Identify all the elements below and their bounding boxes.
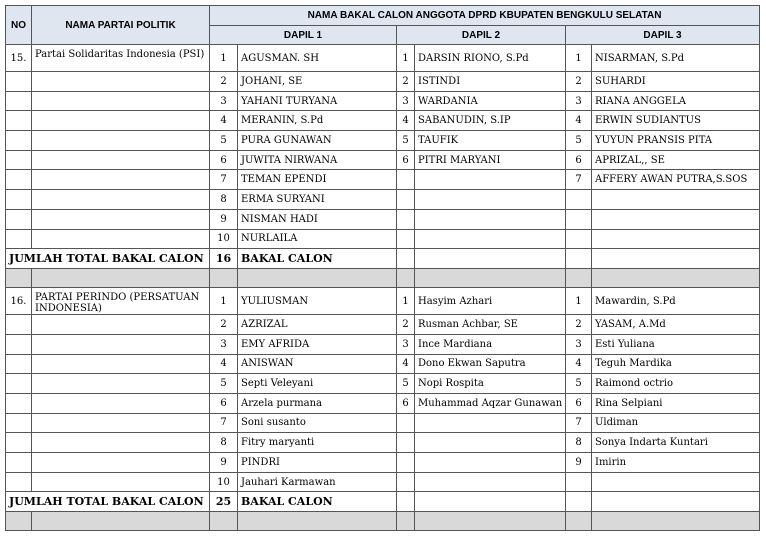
party-number: [6, 354, 32, 374]
dapil-2-number: 2: [397, 72, 415, 92]
table-row: [6, 72, 760, 92]
dapil-3-number: 4: [566, 354, 592, 374]
party-number: [6, 433, 32, 453]
dapil-1-number: 6: [210, 150, 238, 170]
dapil-2-candidate: Rusman Achbar, SE: [415, 315, 566, 335]
table-row: [6, 111, 760, 131]
dapil-2-number: 1: [397, 288, 415, 315]
dapil-1-candidate: YULIUSMAN: [238, 288, 397, 315]
table-row: [6, 393, 760, 413]
total-unit: BAKAL CALON: [238, 249, 397, 269]
dapil-2-number: [397, 472, 415, 492]
dapil-2-candidate: Nopi Rospita: [415, 374, 566, 394]
party-name: [32, 393, 210, 413]
dapil-3-number: 6: [566, 150, 592, 170]
dapil-3-candidate: [592, 229, 760, 249]
dapil-1-number: 4: [210, 354, 238, 374]
separator-cell: [415, 269, 566, 288]
dapil-1-candidate: NURLAILA: [238, 229, 397, 249]
party-number: 16.: [6, 288, 32, 315]
dapil-2-candidate: [415, 413, 566, 433]
dapil-2-candidate: PITRI MARYANI: [415, 150, 566, 170]
dapil-3-candidate: [592, 190, 760, 210]
separator-row: [6, 269, 760, 288]
table-row: [6, 472, 760, 492]
dapil-1-number: 10: [210, 229, 238, 249]
party-name: [32, 111, 210, 131]
separator-cell: [238, 269, 397, 288]
dapil-1-number: 5: [210, 131, 238, 151]
party-number: [6, 72, 32, 92]
dapil-3-candidate: Esti Yuliana: [592, 334, 760, 354]
table-row: [6, 170, 760, 190]
party-number: [6, 170, 32, 190]
dapil-3-number: 2: [566, 315, 592, 335]
dapil-2-number: [397, 413, 415, 433]
dapil-3-candidate: Uldiman: [592, 413, 760, 433]
empty-cell: [566, 492, 592, 512]
dapil-1-candidate: PINDRI: [238, 453, 397, 473]
dapil-2-candidate: [415, 170, 566, 190]
dapil-2-candidate: [415, 453, 566, 473]
dapil-2-number: 5: [397, 131, 415, 151]
total-count: 16: [210, 249, 238, 269]
separator-cell: [32, 512, 210, 531]
dapil-1-candidate: NISMAN HADI: [238, 209, 397, 229]
party-name: [32, 91, 210, 111]
table-row: [6, 150, 760, 170]
dapil-2-number: 1: [397, 45, 415, 72]
party-name: [32, 433, 210, 453]
party-name: [32, 374, 210, 394]
separator-cell: [415, 512, 566, 531]
dapil-1-number: 3: [210, 91, 238, 111]
dapil-1-candidate: JOHANI, SE: [238, 72, 397, 92]
party-name: [32, 209, 210, 229]
dapil-2-number: 2: [397, 315, 415, 335]
dapil-2-number: 3: [397, 334, 415, 354]
header-party-name: NAMA PARTAI POLITIK: [32, 6, 210, 45]
header-dapil-3: DAPIL 3: [566, 26, 760, 45]
dapil-3-candidate: Raimond octrio: [592, 374, 760, 394]
party-name: [32, 72, 210, 92]
dapil-3-candidate: Sonya Indarta Kuntari: [592, 433, 760, 453]
empty-cell: [566, 249, 592, 269]
dapil-1-candidate: MERANIN, S.Pd: [238, 111, 397, 131]
separator-cell: [238, 512, 397, 531]
dapil-2-candidate: WARDANIA: [415, 91, 566, 111]
dapil-2-number: 6: [397, 150, 415, 170]
dapil-1-number: 8: [210, 433, 238, 453]
total-count: 25: [210, 492, 238, 512]
dapil-1-candidate: JUWITA NIRWANA: [238, 150, 397, 170]
dapil-3-number: [566, 472, 592, 492]
dapil-1-number: 3: [210, 334, 238, 354]
dapil-1-candidate: TEMAN EPENDI: [238, 170, 397, 190]
candidate-table-container: [5, 5, 760, 531]
party-number: [6, 190, 32, 210]
party-name: [32, 131, 210, 151]
dapil-3-number: 5: [566, 374, 592, 394]
table-row: [6, 334, 760, 354]
dapil-3-number: 4: [566, 111, 592, 131]
dapil-1-number: 1: [210, 288, 238, 315]
party-number: [6, 315, 32, 335]
table-row: [6, 209, 760, 229]
dapil-3-candidate: Rina Selpiani: [592, 393, 760, 413]
dapil-2-number: 5: [397, 374, 415, 394]
party-name: [32, 190, 210, 210]
table-row: [6, 229, 760, 249]
dapil-2-number: [397, 170, 415, 190]
party-number: 15.: [6, 45, 32, 72]
total-row: [6, 492, 760, 512]
dapil-3-number: 6: [566, 393, 592, 413]
candidate-table: [5, 5, 760, 531]
dapil-2-number: 6: [397, 393, 415, 413]
dapil-2-candidate: DARSIN RIONO, S.Pd: [415, 45, 566, 72]
party-number: [6, 209, 32, 229]
dapil-2-number: 4: [397, 354, 415, 374]
dapil-3-candidate: [592, 209, 760, 229]
dapil-2-candidate: TAUFIK: [415, 131, 566, 151]
dapil-2-candidate: Hasyim Azhari: [415, 288, 566, 315]
dapil-1-number: 5: [210, 374, 238, 394]
party-name: Partai Solidaritas Indonesia (PSI): [32, 45, 210, 72]
dapil-1-candidate: ERMA SURYANI: [238, 190, 397, 210]
empty-cell: [397, 492, 415, 512]
party-name: [32, 472, 210, 492]
separator-cell: [6, 512, 32, 531]
dapil-2-number: 4: [397, 111, 415, 131]
dapil-1-candidate: YAHANI TURYANA: [238, 91, 397, 111]
dapil-1-candidate: AGUSMAN. SH: [238, 45, 397, 72]
total-label: JUMLAH TOTAL BAKAL CALON: [6, 492, 210, 512]
separator-cell: [210, 512, 238, 531]
table-row: [6, 91, 760, 111]
separator-cell: [397, 269, 415, 288]
table-row: [6, 374, 760, 394]
dapil-3-candidate: Imirin: [592, 453, 760, 473]
dapil-1-number: 8: [210, 190, 238, 210]
dapil-3-number: 5: [566, 131, 592, 151]
dapil-3-candidate: RIANA ANGGELA: [592, 91, 760, 111]
party-name: [32, 170, 210, 190]
dapil-2-number: [397, 229, 415, 249]
dapil-2-candidate: Ince Mardiana: [415, 334, 566, 354]
dapil-1-number: 6: [210, 393, 238, 413]
table-row: [6, 354, 760, 374]
dapil-3-candidate: Teguh Mardika: [592, 354, 760, 374]
dapil-1-number: 10: [210, 472, 238, 492]
empty-cell: [592, 492, 760, 512]
dapil-3-number: 2: [566, 72, 592, 92]
empty-cell: [415, 249, 566, 269]
dapil-3-candidate: YUYUN PRANSIS PITA: [592, 131, 760, 151]
party-number: [6, 131, 32, 151]
dapil-3-number: [566, 209, 592, 229]
dapil-3-number: 3: [566, 91, 592, 111]
dapil-2-candidate: SABANUDIN, S.IP: [415, 111, 566, 131]
dapil-1-candidate: Fitry maryanti: [238, 433, 397, 453]
dapil-1-candidate: Arzela purmana: [238, 393, 397, 413]
party-number: [6, 413, 32, 433]
separator-cell: [566, 512, 592, 531]
party-number: [6, 453, 32, 473]
empty-cell: [415, 492, 566, 512]
party-name: [32, 150, 210, 170]
party-number: [6, 111, 32, 131]
party-number: [6, 472, 32, 492]
party-name: [32, 354, 210, 374]
dapil-3-candidate: AFFERY AWAN PUTRA,S.SOS: [592, 170, 760, 190]
party-number: [6, 91, 32, 111]
total-row: [6, 249, 760, 269]
dapil-1-number: 2: [210, 72, 238, 92]
dapil-1-number: 9: [210, 453, 238, 473]
dapil-3-number: 9: [566, 453, 592, 473]
dapil-2-number: [397, 209, 415, 229]
dapil-2-candidate: [415, 472, 566, 492]
dapil-2-candidate: [415, 209, 566, 229]
separator-cell: [32, 269, 210, 288]
party-number: [6, 150, 32, 170]
dapil-3-candidate: [592, 472, 760, 492]
party-name: [32, 413, 210, 433]
header-dapil-2: DAPIL 2: [397, 26, 566, 45]
total-label: JUMLAH TOTAL BAKAL CALON: [6, 249, 210, 269]
dapil-1-candidate: AZRIZAL: [238, 315, 397, 335]
dapil-2-candidate: [415, 433, 566, 453]
dapil-3-number: [566, 229, 592, 249]
dapil-3-number: 8: [566, 433, 592, 453]
table-row: [6, 45, 760, 72]
dapil-2-candidate: Muhammad Aqzar Gunawan: [415, 393, 566, 413]
separator-cell: [592, 512, 760, 531]
party-number: [6, 229, 32, 249]
dapil-1-number: 7: [210, 170, 238, 190]
party-name: [32, 229, 210, 249]
dapil-1-number: 1: [210, 45, 238, 72]
party-number: [6, 393, 32, 413]
dapil-3-number: 1: [566, 288, 592, 315]
dapil-2-candidate: [415, 190, 566, 210]
party-name: PARTAI PERINDO (PERSATUAN INDONESIA): [32, 288, 210, 315]
separator-cell: [6, 269, 32, 288]
dapil-2-candidate: Dono Ekwan Saputra: [415, 354, 566, 374]
table-body: [6, 45, 760, 531]
dapil-3-number: 7: [566, 413, 592, 433]
dapil-3-number: 1: [566, 45, 592, 72]
table-row: [6, 453, 760, 473]
header-title: NAMA BAKAL CALON ANGGOTA DPRD KBUPATEN BENGKULU SELATAN: [210, 6, 760, 26]
dapil-1-number: 7: [210, 413, 238, 433]
dapil-1-candidate: Soni susanto: [238, 413, 397, 433]
table-row: [6, 288, 760, 315]
separator-row: [6, 512, 760, 531]
party-name: [32, 315, 210, 335]
party-number: [6, 334, 32, 354]
dapil-2-number: [397, 190, 415, 210]
table-row: [6, 190, 760, 210]
dapil-1-candidate: Jauhari Karmawan: [238, 472, 397, 492]
separator-cell: [592, 269, 760, 288]
dapil-3-candidate: APRIZAL,, SE: [592, 150, 760, 170]
party-name: [32, 334, 210, 354]
table-row: [6, 131, 760, 151]
dapil-3-candidate: Mawardin, S.Pd: [592, 288, 760, 315]
table-row: [6, 315, 760, 335]
dapil-3-candidate: YASAM, A.Md: [592, 315, 760, 335]
dapil-2-number: [397, 453, 415, 473]
dapil-2-number: 3: [397, 91, 415, 111]
table-row: [6, 433, 760, 453]
empty-cell: [397, 249, 415, 269]
dapil-1-candidate: ANISWAN: [238, 354, 397, 374]
dapil-3-candidate: ERWIN SUDIANTUS: [592, 111, 760, 131]
separator-cell: [210, 269, 238, 288]
dapil-2-candidate: [415, 229, 566, 249]
separator-cell: [566, 269, 592, 288]
party-name: [32, 453, 210, 473]
party-number: [6, 374, 32, 394]
dapil-1-candidate: PURA GUNAWAN: [238, 131, 397, 151]
empty-cell: [592, 249, 760, 269]
header-dapil-1: DAPIL 1: [210, 26, 397, 45]
separator-cell: [397, 512, 415, 531]
total-unit: BAKAL CALON: [238, 492, 397, 512]
dapil-3-number: [566, 190, 592, 210]
dapil-1-number: 2: [210, 315, 238, 335]
dapil-3-number: 7: [566, 170, 592, 190]
dapil-2-number: [397, 433, 415, 453]
dapil-1-number: 4: [210, 111, 238, 131]
header-no: NO: [6, 6, 32, 45]
dapil-2-candidate: ISTINDI: [415, 72, 566, 92]
dapil-3-number: 3: [566, 334, 592, 354]
table-row: [6, 413, 760, 433]
dapil-1-candidate: EMY AFRIDA: [238, 334, 397, 354]
dapil-3-candidate: SUHARDI: [592, 72, 760, 92]
dapil-3-candidate: NISARMAN, S.Pd: [592, 45, 760, 72]
dapil-1-number: 9: [210, 209, 238, 229]
dapil-1-candidate: Septi Veleyani: [238, 374, 397, 394]
